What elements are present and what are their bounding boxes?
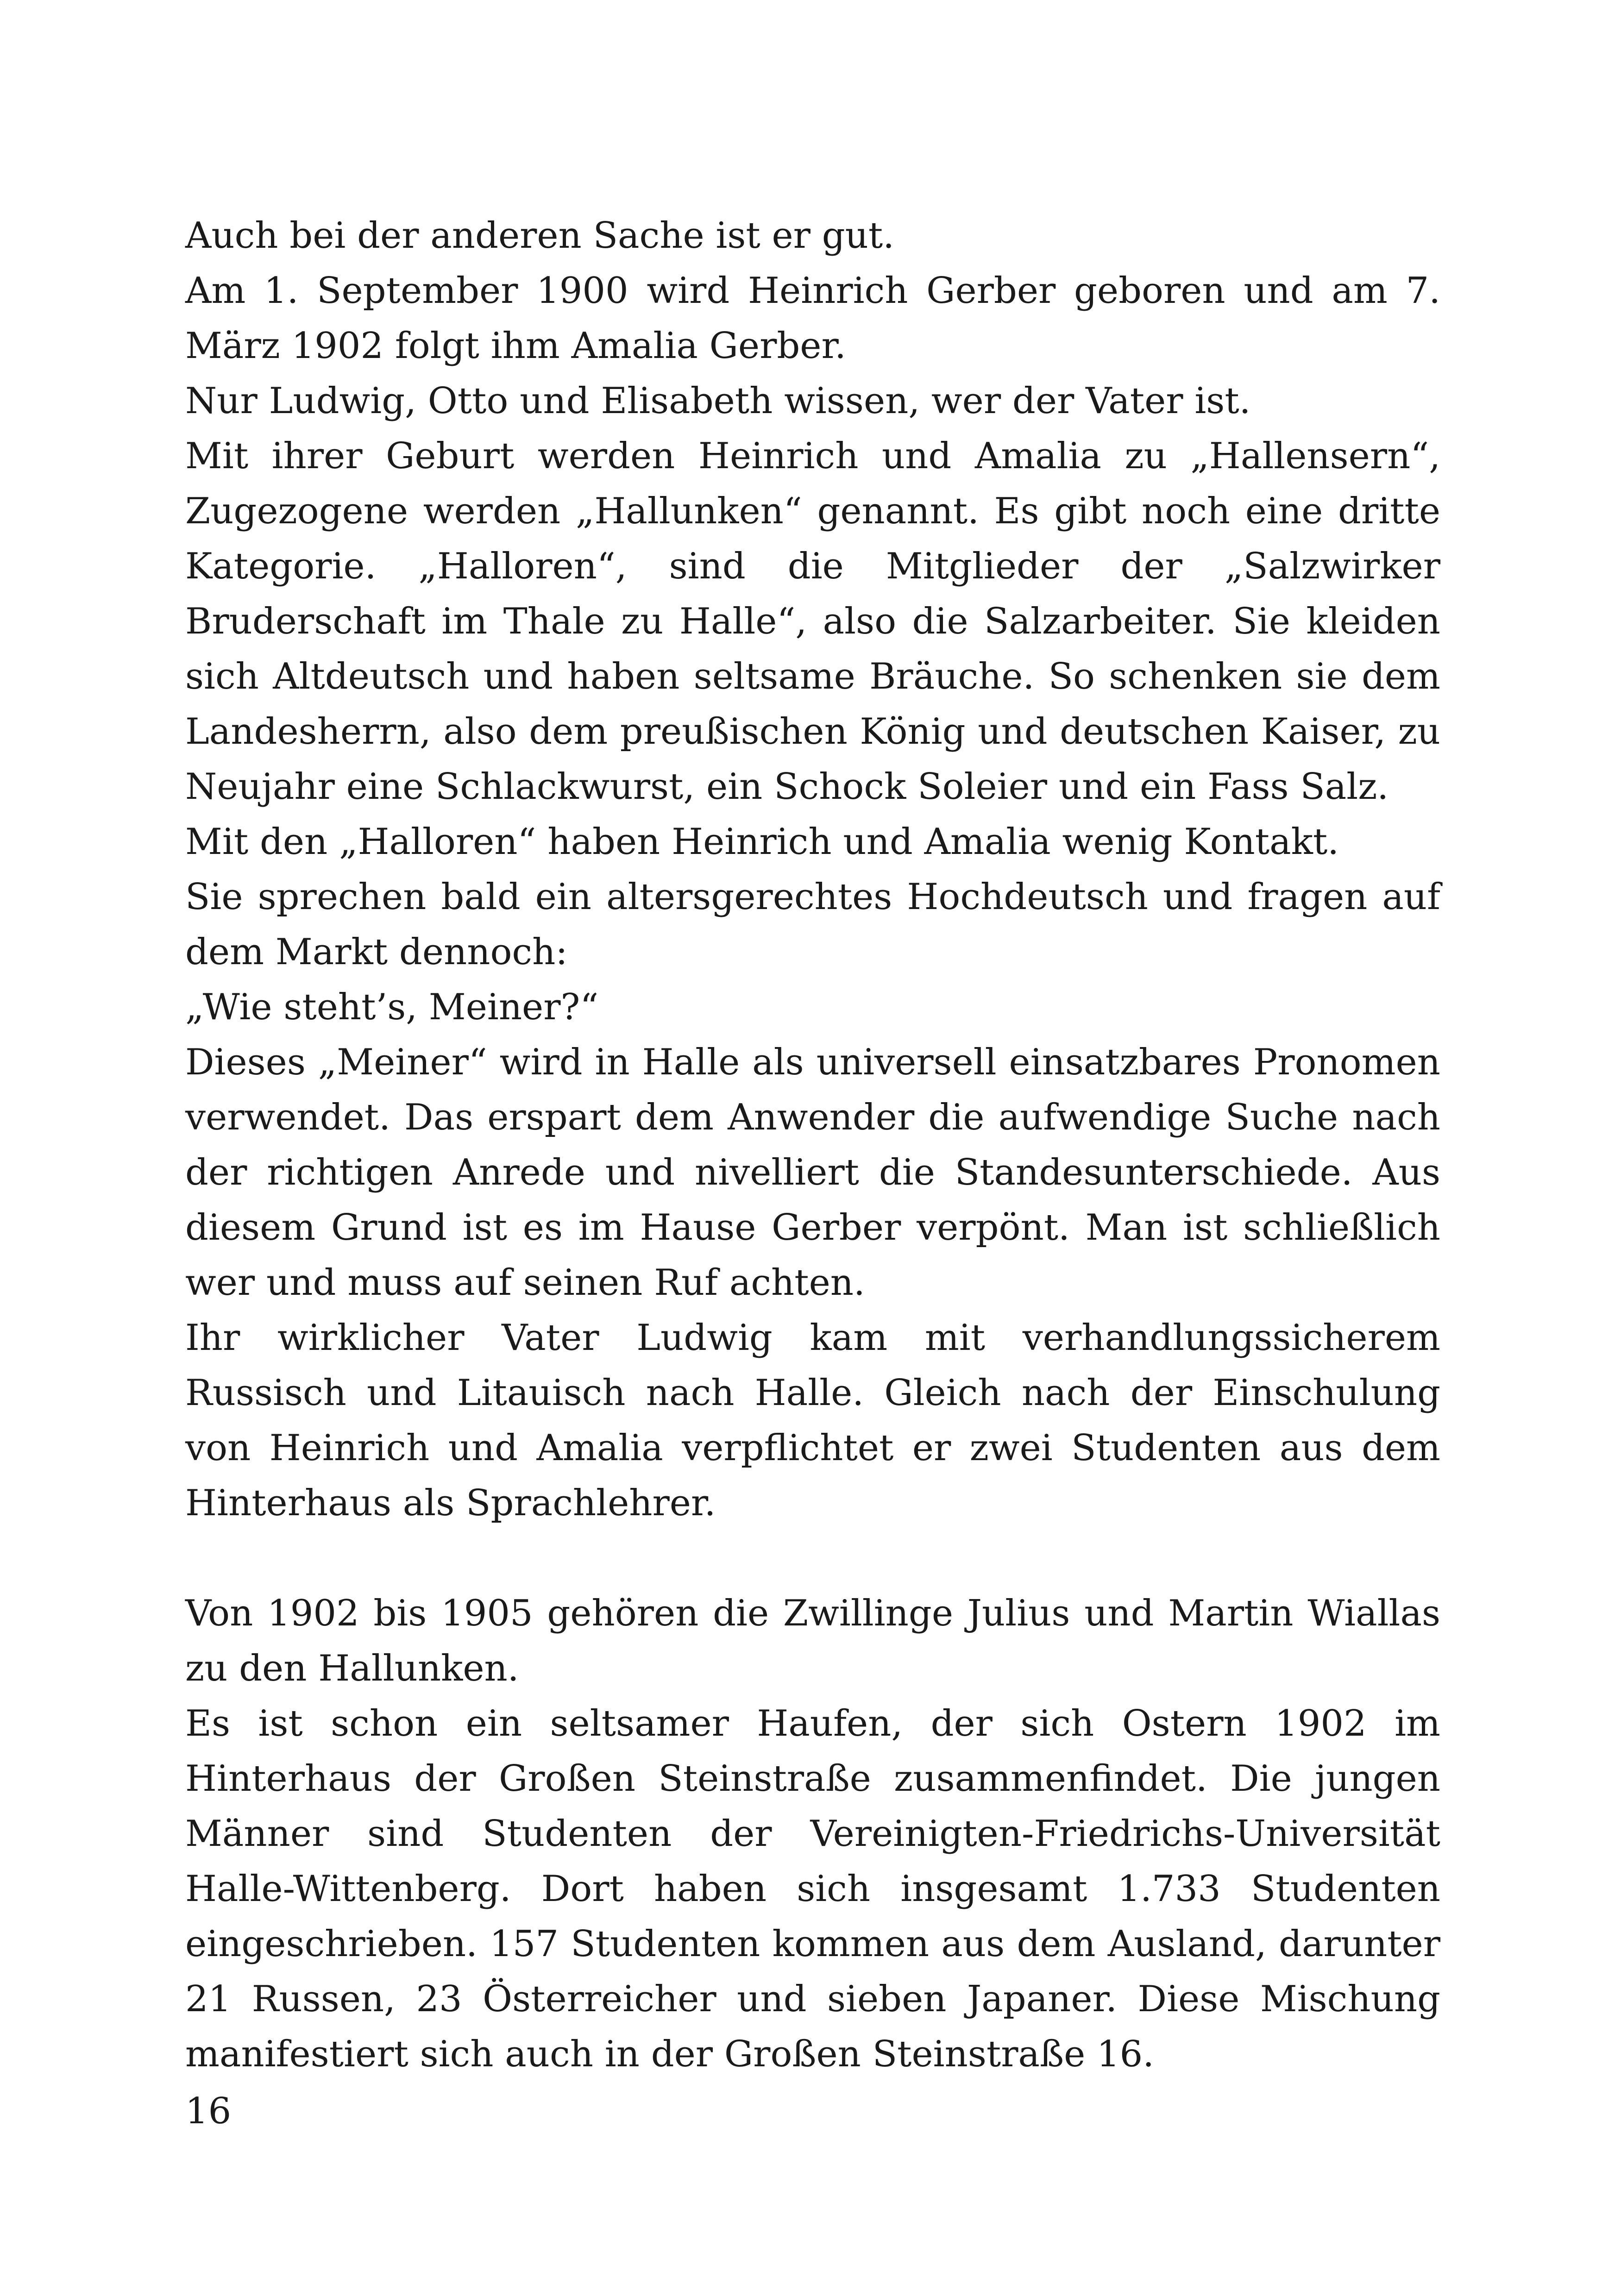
paragraph: Dieses „Meiner“ wird in Halle als universell einsatzbares Pronomen verwendet. Das erspart dem Anwender die aufwendige Suche nach der richtigen Anrede und nivelliert die Standesunterschiede. Aus diesem Grund ist es im Hause Gerber verpönt. Man ist schließlich wer und muss auf seinen Ruf achten. bbox=[185, 1041, 1440, 1304]
paragraph: Ihr wirklicher Vater Ludwig kam mit verhandlungssicherem Russisch und Litauisch nach Halle. Gleich nach der Einschulung von Heinrich und Amalia verpflichtet er zwei Studenten aus dem Hinterhaus als Sprachlehrer. bbox=[185, 1317, 1440, 1524]
paragraph: Nur Ludwig, Otto und Elisabeth wissen, wer der Vater ist. bbox=[185, 380, 1251, 422]
paragraph: Von 1902 bis 1905 gehören die Zwillinge Julius und Martin Wiallas zu den Hallunken. bbox=[185, 1593, 1440, 1689]
quote-line: „Wie steht’s, Meiner?“ bbox=[185, 986, 599, 1028]
page-body bbox=[185, 208, 1440, 2082]
paragraph: Mit ihrer Geburt werden Heinrich und Amalia zu „Hallensern“, Zugezogene werden „Hallunken“ genannt. Es gibt noch eine dritte Kategorie. „Halloren“, sind die Mitglieder der „Salzwirker Bruderschaft im Thale zu Halle“, also die Salzarbeiter. Sie kleiden sich Altdeutsch und haben seltsame Bräuche. So schenken sie dem Landesherrn, also dem preußischen König und deutschen Kaiser, zu Neujahr eine Schlackwurst, ein Schock Soleier und ein Fass Salz. bbox=[185, 435, 1440, 808]
page-number: 16 bbox=[185, 2090, 232, 2132]
paragraph: Auch bei der anderen Sache ist er gut. bbox=[185, 215, 895, 257]
paragraph: Am 1. September 1900 wird Heinrich Gerber geboren und am 7. März 1902 folgt ihm Amalia Gerber. bbox=[185, 270, 1440, 367]
paragraph: Mit den „Halloren“ haben Heinrich und Amalia wenig Kontakt. bbox=[185, 821, 1339, 863]
paragraph: Sie sprechen bald ein altersgerechtes Hochdeutsch und fragen auf dem Markt dennoch: bbox=[185, 876, 1440, 973]
paragraph: Es ist schon ein seltsamer Haufen, der sich Ostern 1902 im Hinterhaus der Großen Steinstraße zusammenfindet. Die jungen Männer sind Studenten der Vereinigten-Friedrichs-Universität Halle-Wittenberg. Dort haben sich insgesamt 1.733 Studenten eingeschrieben. 157 Studenten kommen aus dem Ausland, darunter 21 Russen, 23 Österreicher und sieben Japaner. Diese Mischung manifestiert sich auch in der Großen Steinstraße 16. bbox=[185, 1703, 1440, 2075]
